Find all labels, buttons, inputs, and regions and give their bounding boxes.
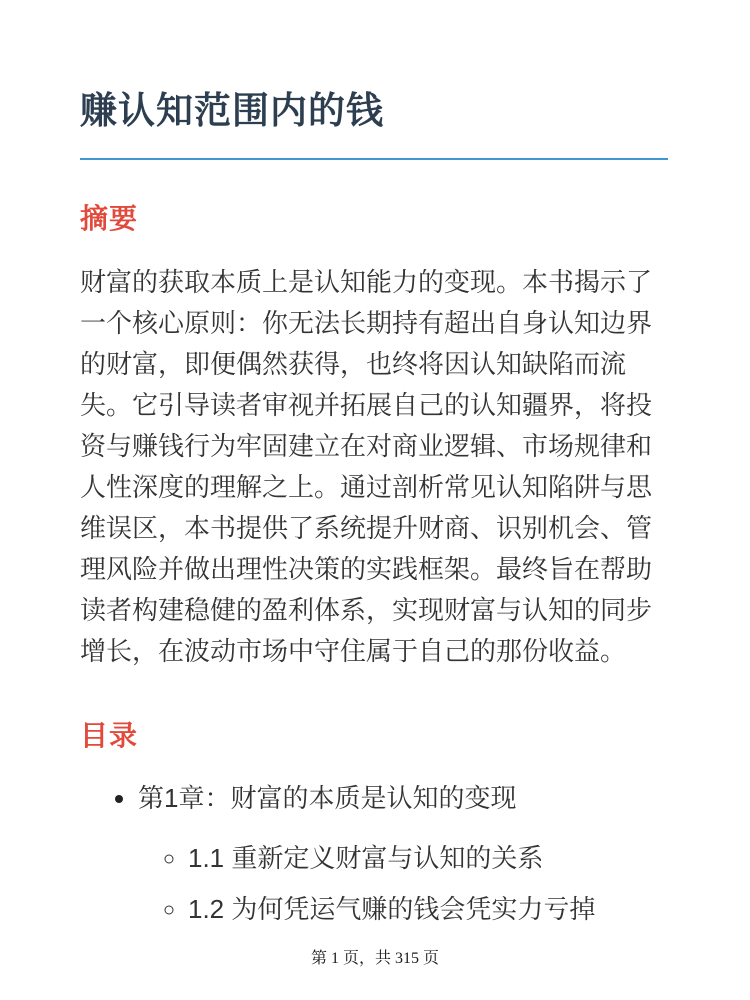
toc-section-item: ◦ 1.2 为何凭运气赚的钱会凭实力亏掉 (188, 892, 668, 926)
title-divider (80, 158, 668, 160)
toc-sublist (138, 841, 668, 926)
toc-list (80, 781, 668, 926)
page-title: 赚认知范围内的钱 (80, 90, 384, 131)
page-number-indicator: 第 1 页，共 315 页 (310, 950, 439, 967)
toc-heading: 目录 (80, 720, 139, 752)
abstract-text: 财富的获取本质上是认知能力的变现。本书揭示了一个核心原则：你无法长期持有超出自身认知边界的财富，即便偶然获得，也终将因认知缺陷而流失。它引导读者审视并拓展自己的认知疆界，将投资与赚钱行为牢固建立在对商业逻辑、市场规律和人性深度的理解之上。通过剖析常见认知陷阱与思维误区，本书提供了系统提升财商、识别机会、管理风险并做出理性决策的实践框架。最终旨在帮助读者构建稳健的盈利体系，实现财富与认知的同步增长，在波动市场中守住属于自己的那份收益。 (80, 267, 653, 667)
abstract-heading: 摘要 (80, 203, 139, 235)
toc-chapter-item (138, 781, 668, 926)
toc-chapter-label: 第1章：财富的本质是认知的变现 (138, 783, 517, 814)
toc-section-item: ◦ 1.1 重新定义财富与认知的关系 (188, 841, 668, 875)
